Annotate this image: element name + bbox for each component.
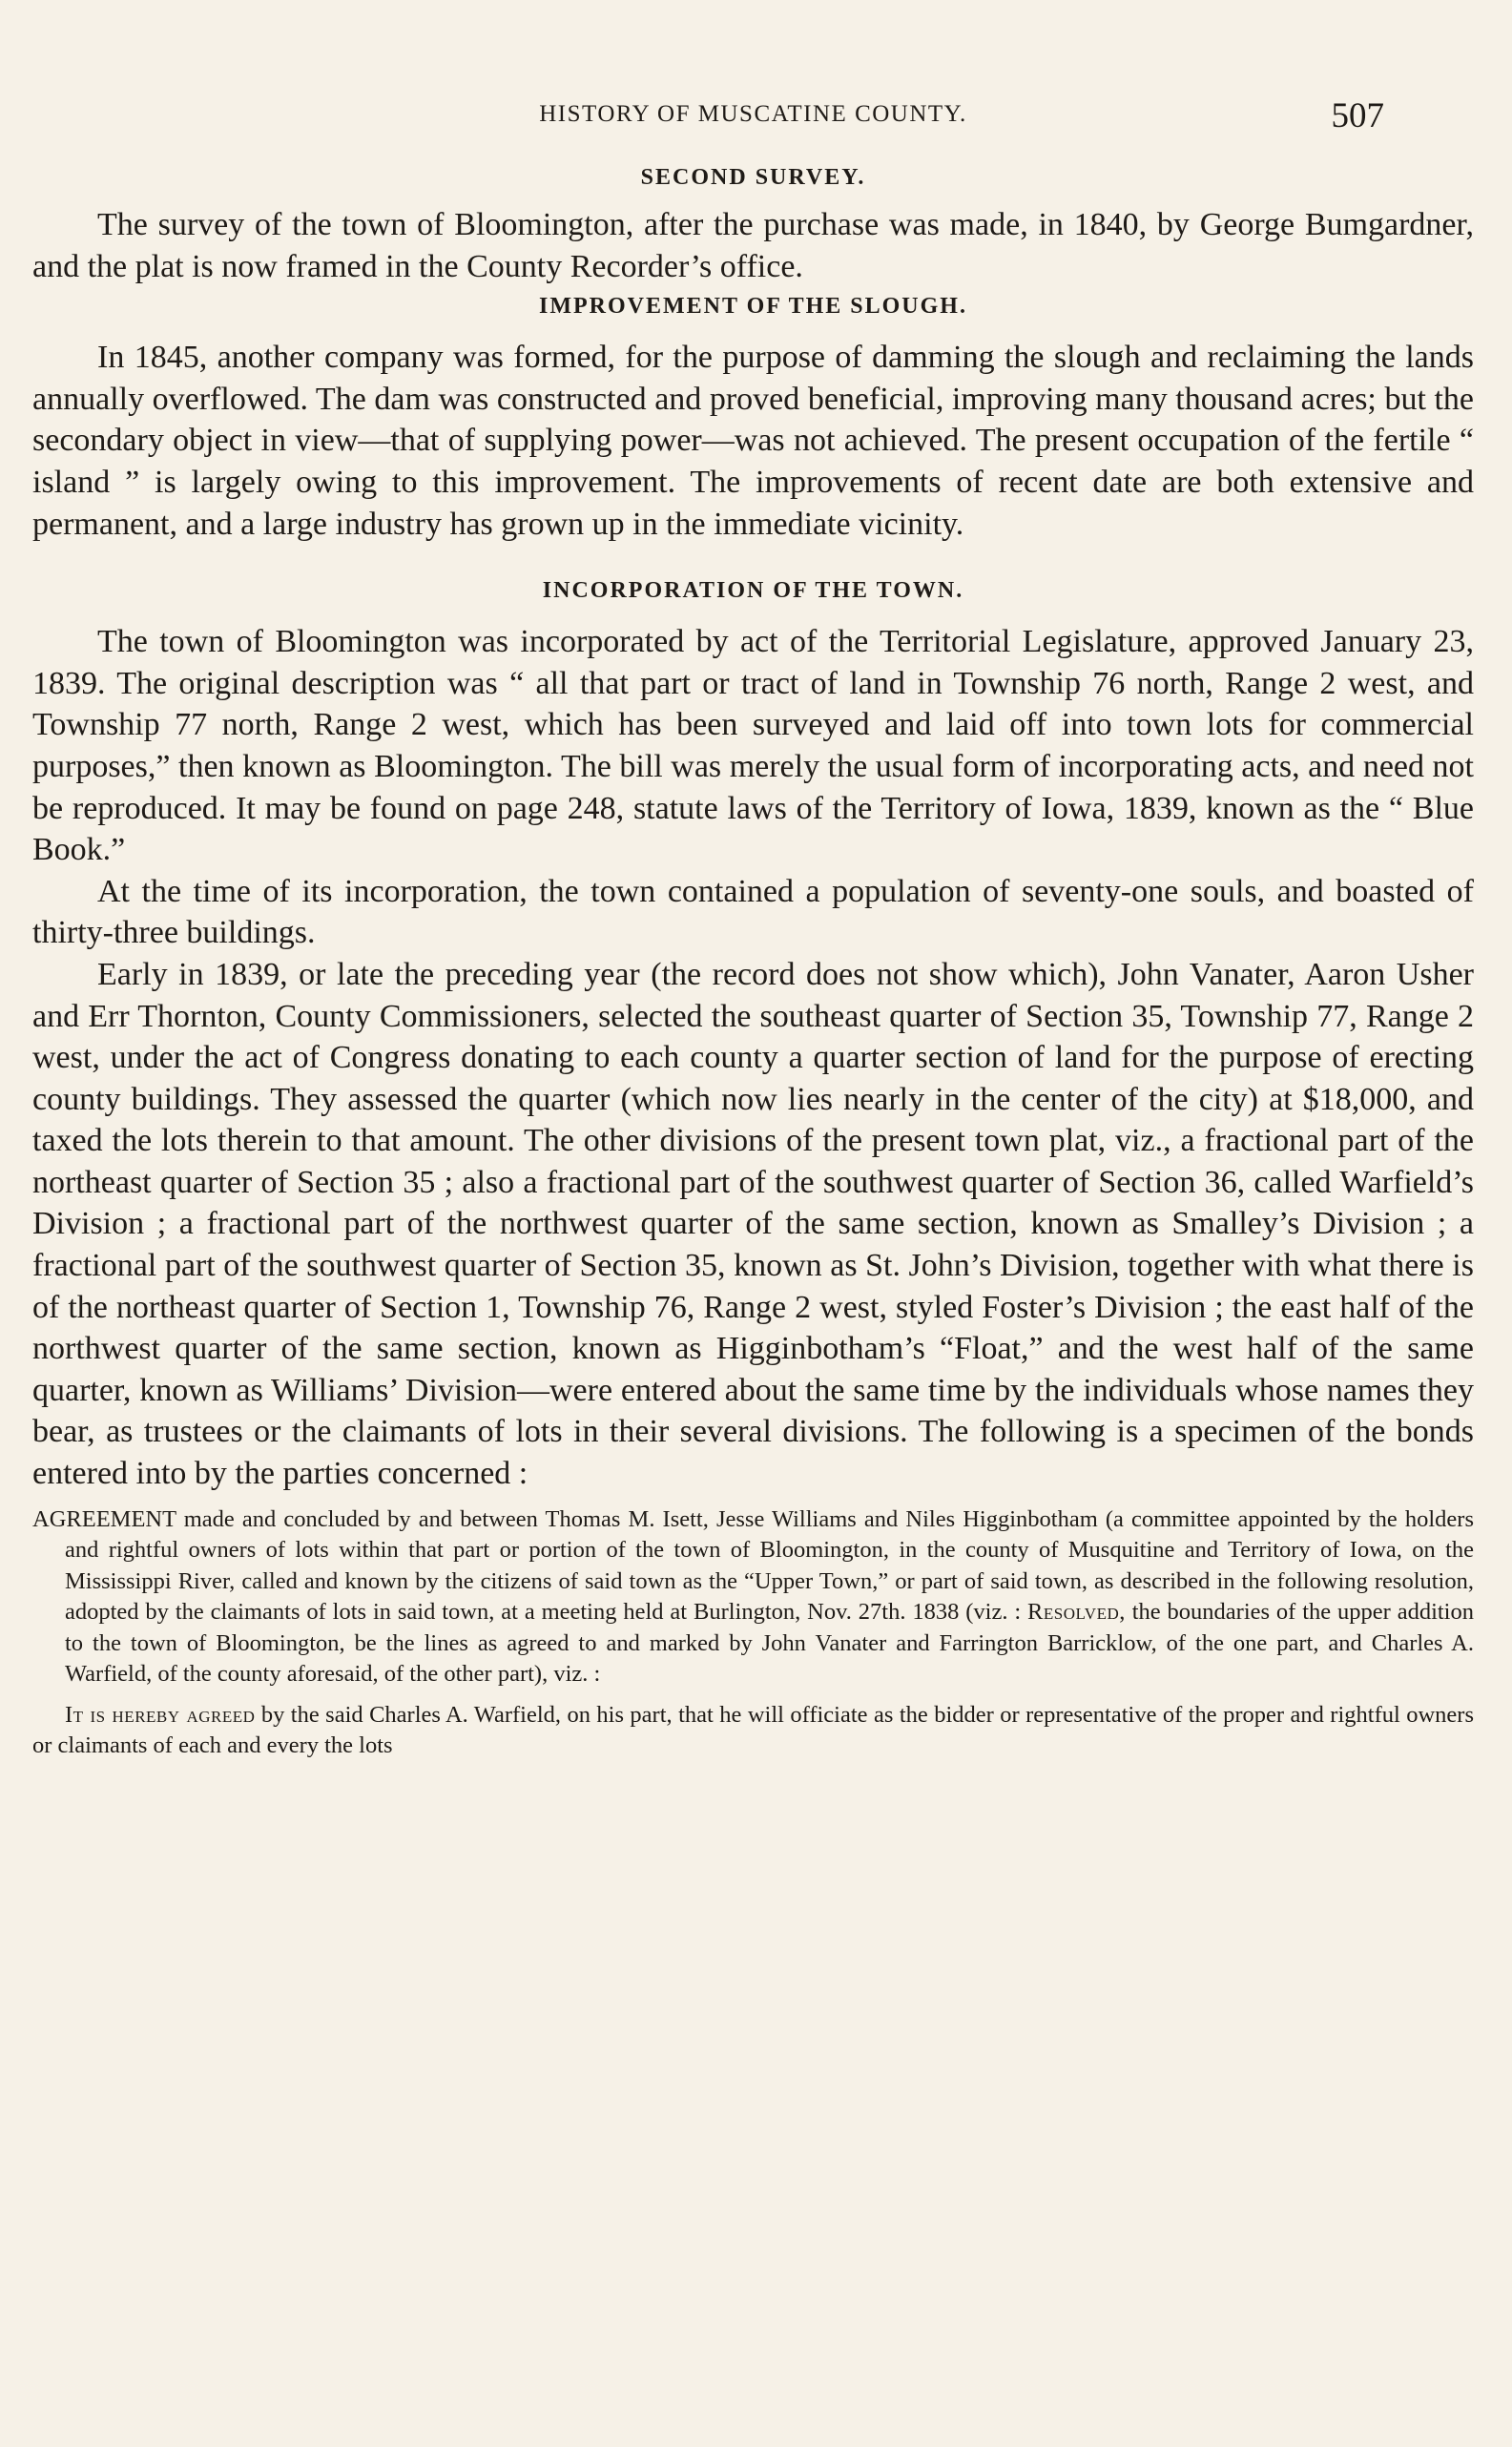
running-head (32, 88, 1474, 145)
paragraph-second-survey: The survey of the town of Bloomington, after the purchase was made, in 1840, by George Bumgardner, and the plat is now framed in the County Recorder’s office. (32, 207, 1474, 284)
agreement-lead: AGREEMENT (32, 1505, 176, 1532)
paragraph-incorporation-3: Early in 1839, or late the preceding year (the record does not show which), John Vanater, Aaron Usher and Err Thornton, County Commissioners, selected the southeast quarter of Section 35, Township 77, Range 2 west, under the act of Congress donating to each county a quarter section of land for the purpose of erecting county buildings. They assessed the quarter (which now lies nearly in the center of the city) at $18,000, and taxed the lots therein to that amount. The other divisions of the present town plat, viz., a fractional part of the northeast quarter of Section 35 ; also a fractional part of the southwest quarter of Section 36, called Warfield’s Division ; a fractional part of the northwest quarter of the same section, known as Smalley’s Division ; a fractional part of the southwest quarter of Section 35, known as St. John’s Division, together with what there is of the northeast quarter of Section 1, Township 76, Range 2 west, styled Foster’s Division ; the east half of the northwest quarter of the same section, known as Higginbotham’s “Float,” and the west half of the same quarter, known as Williams’ Division—were entered about the same time by the individuals whose names they bear, as trustees or the claimants of lots in their several divisions. The following is a specimen of the bonds entered into by the parties concerned : (32, 956, 1474, 1492)
bond-specimen (32, 1504, 1474, 1762)
paragraph-incorporation-2: At the time of its incorporation, the town contained a population of seventy-one souls, and boasted of thirty-three buildings. (32, 873, 1474, 951)
hereby-lead: It is hereby agreed (65, 1701, 256, 1728)
paragraph-incorporation-1: The town of Bloomington was incorporated by act of the Territorial Legislature, approved January 23, 1839. The original description was “ all that part or tract of land in Township 76 north, Range 2 west, and Township 77 north, Range 2 west, which has been surveyed and laid off into town lots for commercial purposes,” then known as Bloomington. The bill was merely the usual form of incorporating acts, and need not be reproduced. It may be found on page 248, statute laws of the Territory of Iowa, 1839, known as the “ Blue Book.” (32, 624, 1474, 868)
agreement-paragraph (32, 1504, 1474, 1690)
page-number: 507 (1331, 96, 1384, 135)
hereby-body: by the said Charles A. Warfield, on his part, that he will officiate as the bidder or representative of the proper and rightful owners or claimants of each and every the lots (32, 1701, 1474, 1759)
agreement-body: made and concluded by and between Thomas M. Isett, Jesse Williams and Niles Higginbotham (a committee appointed by the holders and rightful owners of lots within that part or portion of the town of Bloomington, in the county of Musquitine and Territory of Iowa, on the Mississippi River, called and known by the citizens of said town as the “Upper Town,” or part of said town, as described in the following resolution, adopted by the claimants of lots in said town, at a meeting held at Burlington, Nov. 27th. 1838 (viz. : (65, 1505, 1474, 1626)
running-title: HISTORY OF MUSCATINE COUNTY. (539, 101, 967, 127)
heading-incorporation: INCORPORATION OF THE TOWN. (542, 578, 964, 604)
paragraph-slough: In 1845, another company was formed, for the purpose of damming the slough and reclaiming the lands annually overflowed. The dam was constructed and proved beneficial, improving many thousand acres; but the secondary object in view—that of supplying power—was not achieved. The present occupation of the fertile “ island ” is largely owing to this improvement. The improvements of recent date are both extensive and permanent, and a large industry has grown up in the immediate vicinity. (32, 340, 1474, 542)
hereby-paragraph (32, 1700, 1474, 1762)
agreement-resolved: Resolved, (1027, 1599, 1126, 1626)
agreement-body-end: the boundaries of the upper addition to the town of Bloomington, be the lines as agreed to and marked by John Vanater and Farrington Barricklow, of the one part, and Charles A. Warfield, of the county aforesaid, of the other part), viz. : (65, 1599, 1474, 1688)
heading-second-survey: SECOND SURVEY. (640, 165, 866, 190)
heading-improvement-slough: IMPROVEMENT OF THE SLOUGH. (539, 294, 967, 320)
